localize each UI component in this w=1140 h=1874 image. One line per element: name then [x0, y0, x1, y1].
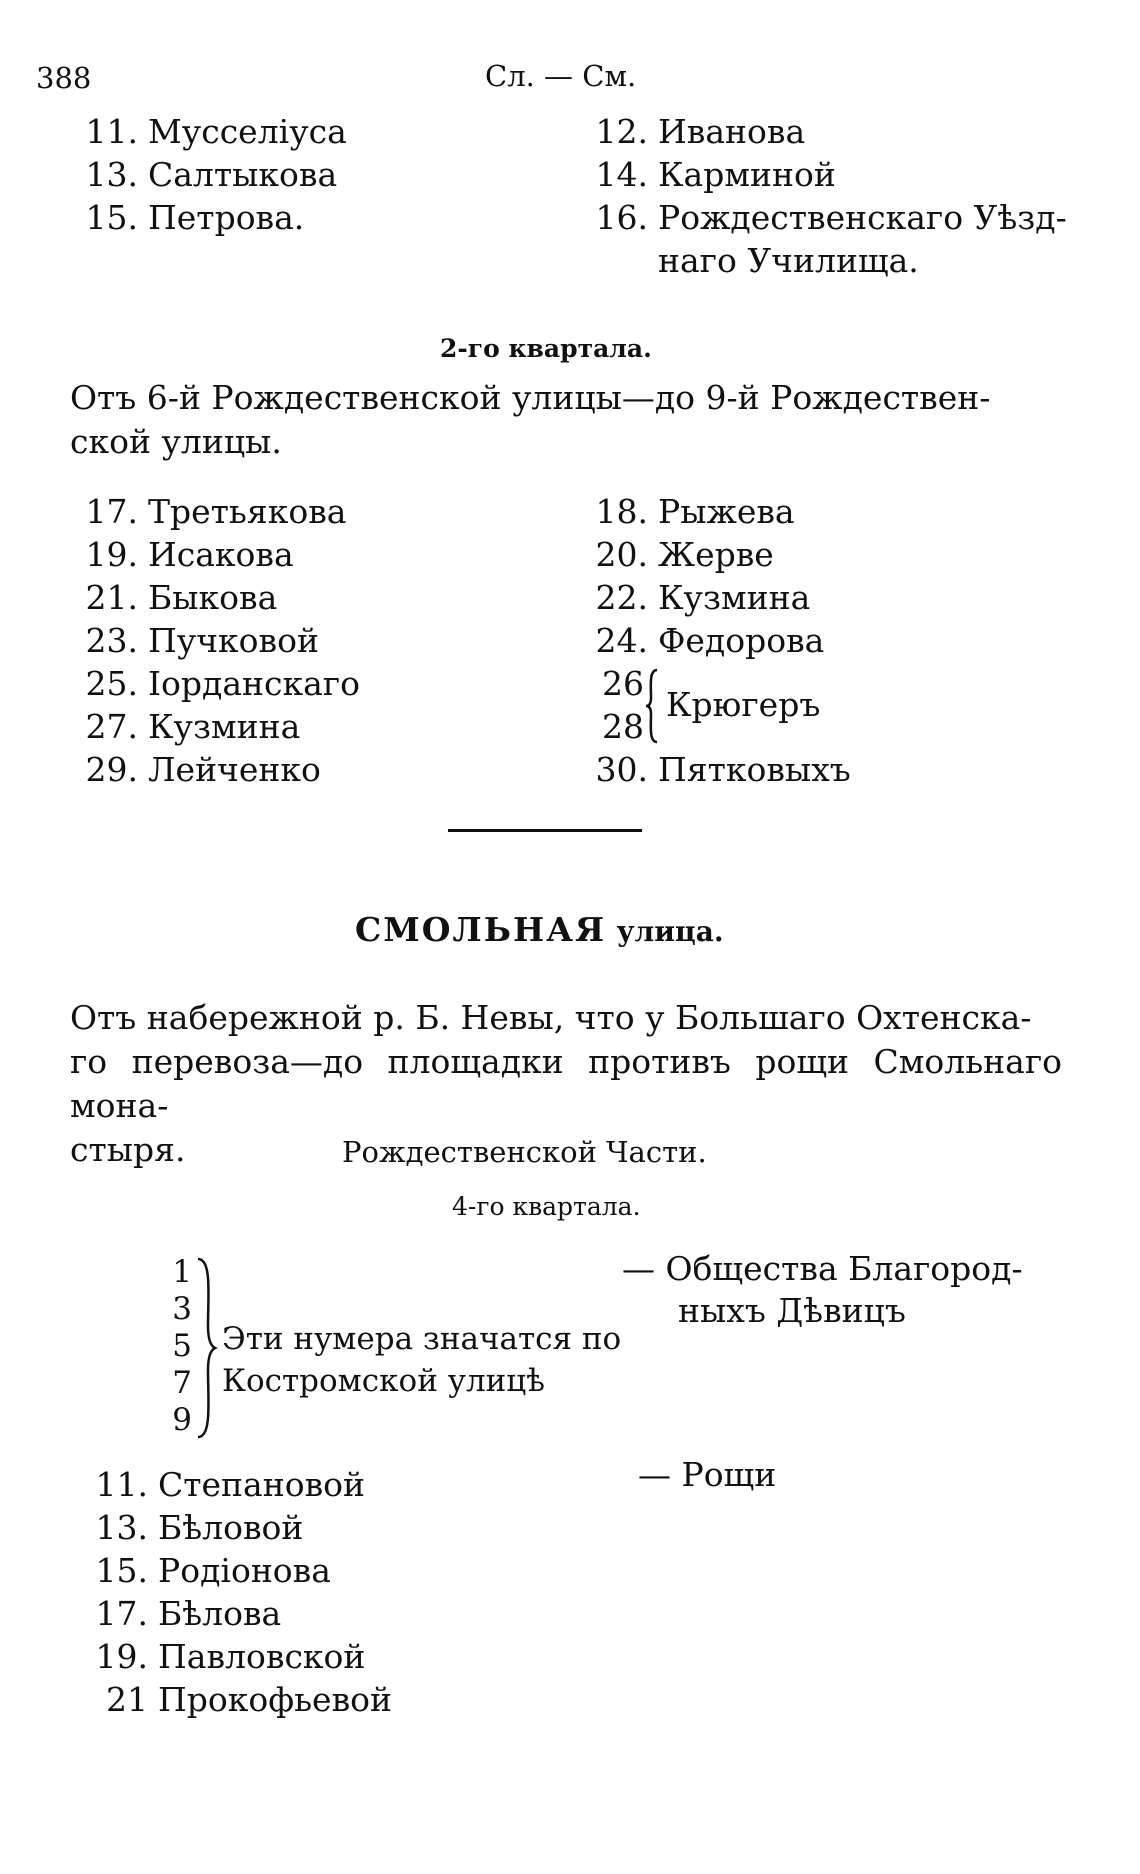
right-note: — Общества Благород- ныхъ Дѣвицъ	[622, 1249, 1023, 1330]
block1-left-column	[70, 110, 347, 239]
smolnaya-list	[80, 1463, 392, 1721]
page-number: 388	[36, 61, 92, 95]
list-item: 25. Іорданскаго	[85, 664, 360, 703]
bracket-note: Эти нумера значатся по Костромской улицѣ	[222, 1321, 622, 1399]
paired-list-item: 26 28 Крюгеръ	[602, 664, 821, 746]
list-item: 17. Третьякова	[85, 492, 347, 531]
list-item: 23. Пучковой	[85, 621, 319, 660]
list-item: 17. Бѣлова	[95, 1594, 282, 1633]
list-item: 20. Жерве	[595, 535, 774, 574]
part-heading: Рождественской Части.	[342, 1135, 707, 1169]
right-note: — Рощи	[638, 1455, 777, 1494]
quarter-heading: 4-го квартала.	[452, 1192, 641, 1221]
bracket-numbers: 1 3 5 7 9	[172, 1254, 192, 1438]
quarter2-right-column	[580, 490, 851, 791]
block1-right-column	[580, 110, 1067, 282]
list-item: 14. Карминой	[595, 155, 836, 194]
list-item: 18. Рыжева	[595, 492, 795, 531]
list-item-continuation: наго Училища.	[658, 241, 919, 280]
running-title: Сл. — См.	[485, 59, 637, 93]
quarter-heading: 2-го квартала.	[440, 334, 652, 363]
list-item: 19. Павловской	[95, 1637, 366, 1676]
section-title: СМОЛЬНАЯ улица.	[355, 910, 724, 949]
curly-brace-icon	[644, 668, 660, 744]
list-item: 22. Кузмина	[595, 578, 811, 617]
list-item: 19. Исакова	[85, 535, 294, 574]
quarter-description: Отъ 6-й Рождественской улицы—до 9-й Рождествен- ской улицы.	[70, 378, 991, 461]
section-divider	[448, 829, 642, 832]
list-item: 12. Иванова	[595, 112, 806, 151]
list-item: 27. Кузмина	[85, 707, 301, 746]
list-item: 15. Петрова.	[85, 198, 305, 237]
list-item: 13. Салтыкова	[85, 155, 338, 194]
list-item: 16. Рождественскаго Уѣзд-	[595, 198, 1067, 237]
list-item: 21. Быкова	[85, 578, 278, 617]
list-item: 13. Бѣловой	[95, 1508, 304, 1547]
street-description: Отъ набережной р. Б. Невы, что у Большаго Охтенска- го перевоза—до площадки противъ рощи Смольнаго мона- стыря.	[70, 998, 1062, 1169]
list-item: 11. Мусселіуса	[85, 112, 347, 151]
list-item: 29. Лейченко	[85, 750, 321, 789]
list-item: 24. Федорова	[595, 621, 825, 660]
curly-brace-icon	[194, 1256, 218, 1440]
quarter2-left-column	[70, 490, 360, 791]
list-item: 30. Пятковыхъ	[595, 750, 851, 789]
list-item: 11. Степановой	[95, 1465, 366, 1504]
list-item: 21 Прокофьевой	[106, 1680, 393, 1719]
list-item: 15. Родіонова	[95, 1551, 331, 1590]
